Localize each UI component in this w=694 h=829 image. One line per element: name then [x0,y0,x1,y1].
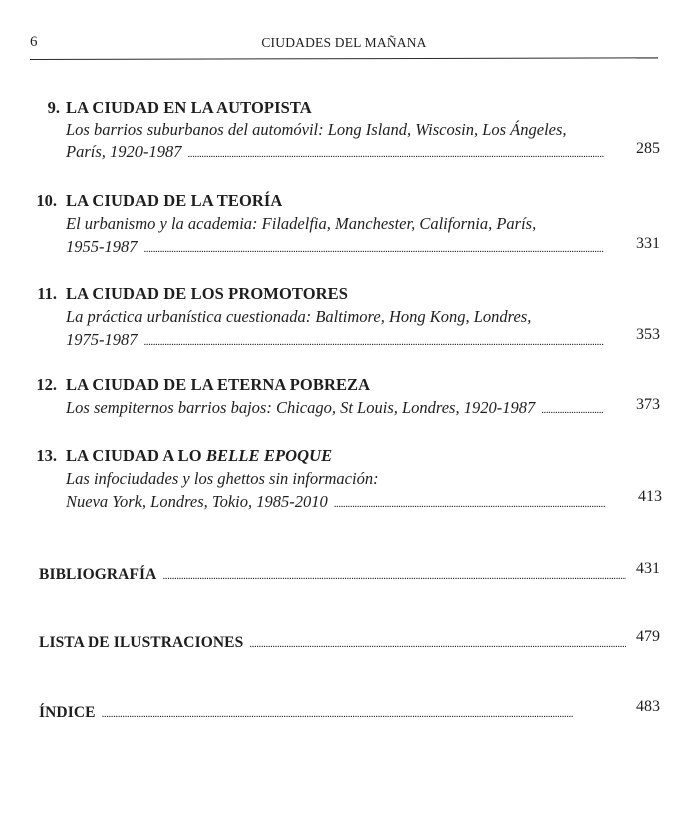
page-ref: 413 [638,488,662,505]
chapter-number: 9. [47,98,60,117]
page-ref: 331 [636,235,660,252]
dot-leader [144,243,605,255]
chapter-title-prefix: LA CIUDAD A LO [66,446,206,465]
dot-leader [102,708,626,720]
chapter-title-italic: BELLE EPOQUE [205,446,333,465]
toc-entry-lista-de-ilustraciones [39,628,660,652]
dot-leader [162,570,626,582]
chapter-leader-line [66,237,610,257]
toc-entry-indice [39,698,660,722]
chapter-title [66,446,332,466]
page-ref: 479 [636,628,660,645]
chapter-number: 12. [36,375,57,394]
dot-leader [144,336,605,348]
running-header [30,34,658,58]
chapter-leader-line [66,142,610,162]
chapter-number: 11. [37,284,57,303]
chapter-subtitle: La práctica urbanística cuestionada: Baltimore, Hong Kong, Londres, [66,307,532,326]
chapter-title: LA CIUDAD DE LA TEORÍA [66,191,283,210]
page-ref: 285 [636,140,660,157]
page-ref: 431 [636,560,660,577]
back-matter-label: BIBLIOGRAFÍA [39,566,157,583]
chapter-subtitle-cont: París, 1920-1987 [66,142,182,161]
chapter-subtitle: Los barrios suburbanos del automóvil: Long Island, Wiscosin, Los Ángeles, [66,120,567,139]
back-matter-label: ÍNDICE [39,704,96,721]
chapter-title: LA CIUDAD DE LA ETERNA POBREZA [66,375,371,394]
chapter-number: 10. [36,191,57,210]
page-ref: 353 [636,326,660,343]
chapter-title: LA CIUDAD EN LA AUTOPISTA [66,98,312,117]
dot-leader [541,404,604,416]
chapter-leader-line [66,398,610,418]
page-ref: 373 [636,396,660,413]
running-title: CIUDADES DEL MAÑANA [261,35,427,50]
toc-entry-bibliografia [39,560,660,584]
dot-leader [188,148,605,160]
chapter-subtitle-cont: 1975-1987 [66,330,138,349]
dot-leader [334,498,606,510]
back-matter-label: LISTA DE ILUSTRACIONES [39,634,244,651]
chapter-leader-line [66,330,610,350]
dot-leader [249,638,626,650]
chapter-subtitle: Los sempiternos barrios bajos: Chicago, St Louis, Londres, 1920-1987 [66,398,536,417]
chapter-number: 13. [36,446,57,465]
chapter-subtitle: El urbanismo y la academia: Filadelfia, Manchester, California, París, [66,214,537,233]
page-ref: 483 [636,698,660,715]
chapter-subtitle-cont: Nueva York, Londres, Tokio, 1985-2010 [66,492,328,511]
chapter-title: LA CIUDAD DE LOS PROMOTORES [66,284,349,303]
chapter-leader-line [66,492,612,512]
chapter-subtitle: Las infociudades y los ghettos sin información: [66,469,379,488]
page-number: 6 [30,34,38,50]
chapter-subtitle-cont: 1955-1987 [66,237,138,256]
